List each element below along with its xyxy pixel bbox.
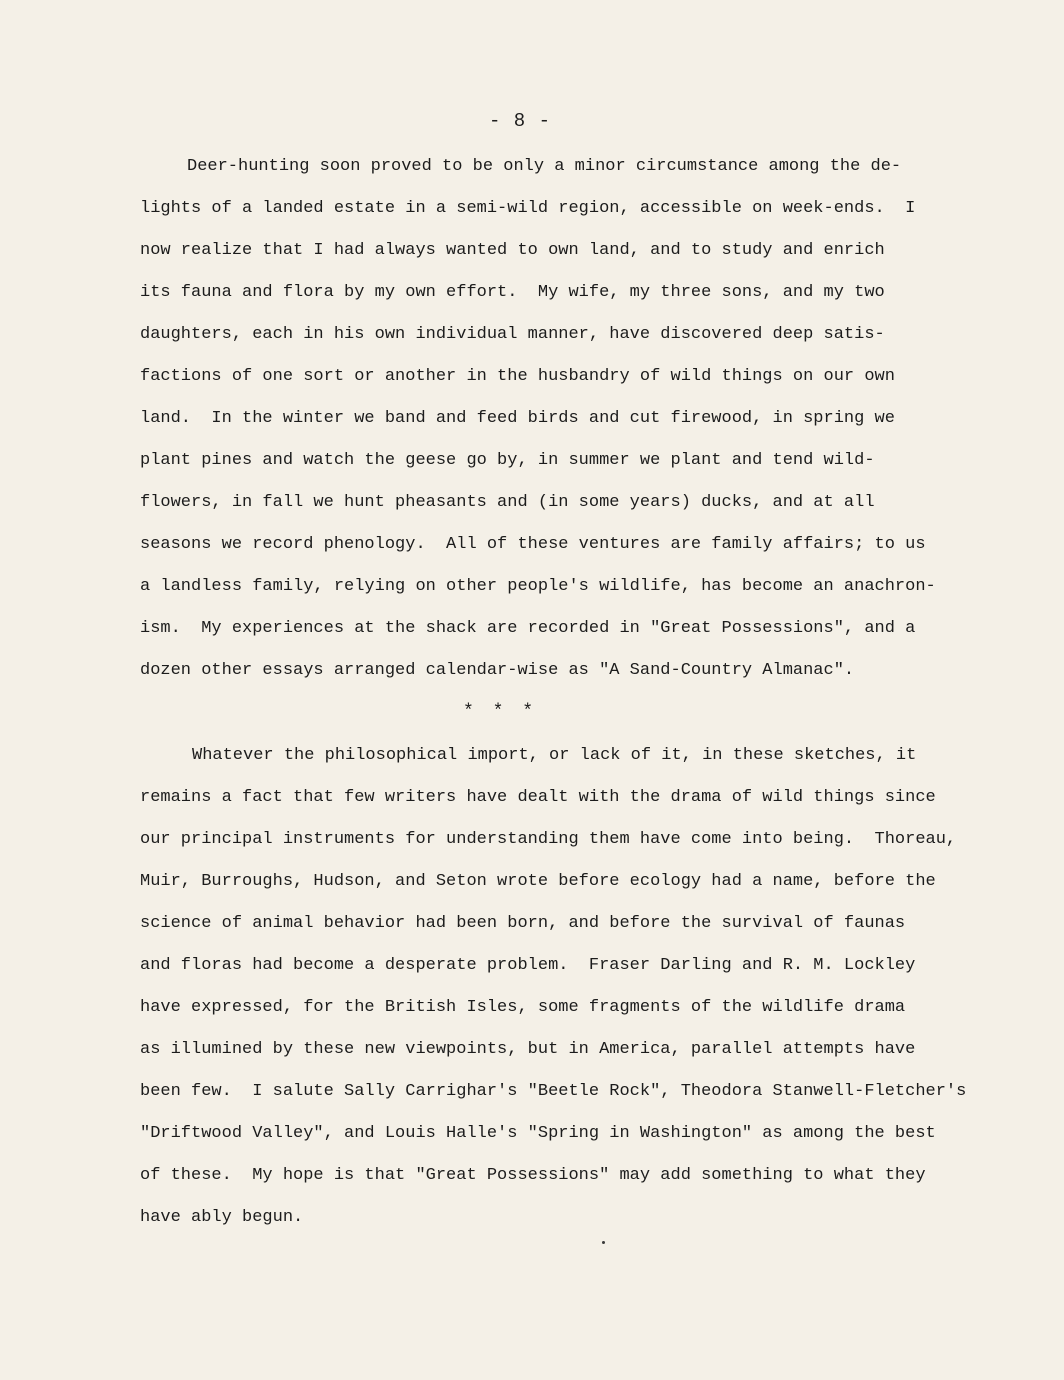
text-line: daughters, each in his own individual manner, have discovered deep satis-: [140, 325, 885, 344]
ink-speck: [602, 1241, 605, 1244]
section-separator: * * *: [462, 702, 537, 722]
text-line: as illumined by these new viewpoints, but in America, parallel attempts have: [140, 1040, 916, 1059]
text-line: ism. My experiences at the shack are recorded in "Great Possessions", and a: [140, 619, 916, 638]
text-line: of these. My hope is that "Great Possessions" may add something to what they: [140, 1166, 926, 1185]
text-line: seasons we record phenology. All of these ventures are family affairs; to us: [140, 535, 926, 554]
text-line: our principal instruments for understanding them have come into being. Thoreau,: [140, 830, 957, 849]
text-line: now realize that I had always wanted to own land, and to study and enrich: [140, 241, 885, 260]
text-line: flowers, in fall we hunt pheasants and (in some years) ducks, and at all: [140, 493, 875, 512]
text-line: and floras had become a desperate problem. Fraser Darling and R. M. Lockley: [140, 956, 916, 975]
text-line: remains a fact that few writers have dealt with the drama of wild things since: [140, 788, 936, 807]
text-line: land. In the winter we band and feed birds and cut firewood, in spring we: [140, 409, 895, 428]
text-line: have expressed, for the British Isles, some fragments of the wildlife drama: [140, 998, 906, 1017]
text-line: Whatever the philosophical import, or lack of it, in these sketches, it: [192, 746, 917, 765]
text-line: factions of one sort or another in the husbandry of wild things on our own: [140, 367, 895, 386]
page-number: - 8 -: [488, 110, 551, 132]
text-line: science of animal behavior had been born, and before the survival of faunas: [140, 914, 906, 933]
text-line: been few. I salute Sally Carrighar's "Beetle Rock", Theodora Stanwell-Fletcher's: [140, 1082, 967, 1101]
text-line: Muir, Burroughs, Hudson, and Seton wrote before ecology had a name, before the: [140, 872, 936, 891]
text-line: lights of a landed estate in a semi-wild region, accessible on week-ends. I: [140, 199, 916, 218]
text-line: dozen other essays arranged calendar-wise as "A Sand-Country Almanac".: [140, 661, 855, 680]
text-line: have ably begun.: [140, 1208, 304, 1227]
text-line: "Driftwood Valley", and Louis Halle's "Spring in Washington" as among the best: [140, 1124, 936, 1143]
text-line: a landless family, relying on other people's wildlife, has become an anachron-: [140, 577, 936, 596]
text-line: its fauna and flora by my own effort. My wife, my three sons, and my two: [140, 283, 885, 302]
text-line: Deer-hunting soon proved to be only a minor circumstance among the de-: [187, 157, 902, 176]
text-line: plant pines and watch the geese go by, in summer we plant and tend wild-: [140, 451, 875, 470]
